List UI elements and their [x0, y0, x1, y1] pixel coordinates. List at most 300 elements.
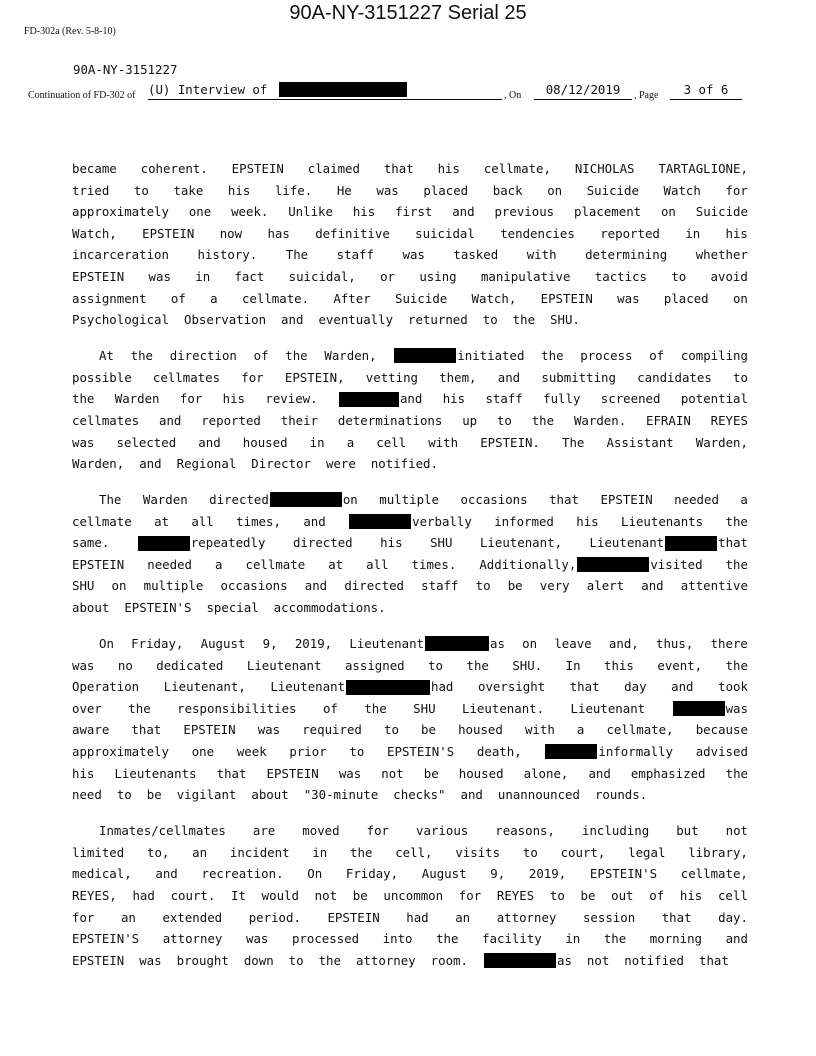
word — [328, 554, 343, 576]
word-text: back — [492, 182, 523, 198]
word — [243, 432, 288, 454]
word — [583, 907, 635, 929]
word — [242, 288, 309, 310]
word-text: to — [671, 268, 687, 284]
word — [498, 367, 520, 389]
word-text: tried — [72, 182, 110, 198]
word-text: Unlike — [288, 204, 333, 220]
word — [637, 367, 712, 389]
word-text: and — [452, 204, 475, 220]
word-text: multiple — [379, 492, 439, 508]
word — [180, 388, 202, 410]
word — [726, 820, 748, 842]
word-text: Warden. — [573, 412, 627, 428]
word-text: library, — [688, 844, 748, 860]
word — [384, 719, 399, 741]
word — [696, 244, 748, 266]
word-text: with — [524, 722, 555, 738]
word — [524, 763, 569, 785]
word — [112, 575, 127, 597]
word-text: a — [740, 492, 748, 508]
word — [609, 633, 639, 655]
word-text: the — [466, 657, 489, 673]
word — [485, 388, 522, 410]
word-text: cellmate, — [483, 161, 551, 176]
word-text: tasked — [453, 247, 499, 263]
word — [215, 554, 222, 576]
word-text: EPSTEIN — [72, 952, 125, 968]
word — [443, 388, 465, 410]
word — [718, 885, 748, 907]
word-text: was — [257, 722, 281, 738]
word — [72, 388, 94, 410]
redaction-block — [279, 82, 407, 97]
word-text: cellmates — [152, 369, 221, 385]
word-text: had — [431, 679, 454, 695]
word-text: cellmates — [72, 412, 140, 428]
word — [267, 763, 319, 785]
word — [649, 345, 664, 367]
word — [237, 741, 267, 763]
word — [525, 719, 555, 741]
word-text: initiated — [457, 348, 525, 364]
word — [366, 554, 388, 576]
word-text: and — [641, 578, 664, 594]
word-text: down — [243, 952, 274, 968]
word-text: now — [219, 225, 243, 241]
word-text: up — [462, 412, 478, 428]
word — [436, 928, 458, 950]
word-text: direction — [169, 348, 237, 364]
word-text: because — [695, 722, 748, 738]
word — [144, 575, 204, 597]
word — [295, 633, 332, 655]
word — [72, 763, 94, 785]
word-text: to — [349, 744, 365, 760]
word-text: had — [132, 887, 155, 903]
word — [346, 863, 398, 885]
word — [380, 266, 395, 288]
word-text: EPSTEIN'S — [589, 866, 658, 882]
word-text: a — [210, 290, 218, 306]
word — [455, 907, 470, 929]
word — [408, 309, 475, 331]
word-text: candidates — [637, 369, 712, 385]
word-text: Lieutenants — [114, 765, 197, 781]
word-text: Operation — [72, 679, 140, 695]
word — [241, 367, 263, 389]
word — [326, 453, 363, 475]
word — [460, 489, 527, 511]
word-text: EPSTEIN — [72, 268, 125, 284]
redaction-block — [339, 392, 399, 407]
word — [595, 266, 647, 288]
word — [604, 655, 634, 677]
word-text: 9, — [262, 636, 278, 652]
word-text: be — [507, 578, 523, 594]
word — [393, 345, 524, 367]
word — [99, 820, 226, 842]
word-text: to — [428, 657, 444, 673]
word — [462, 698, 544, 720]
word — [72, 655, 94, 677]
word — [413, 698, 435, 720]
word-text: for — [241, 369, 264, 385]
word-text: assigned — [344, 657, 405, 673]
word — [223, 388, 245, 410]
word — [600, 489, 652, 511]
word — [438, 158, 460, 180]
word-text: various — [416, 823, 469, 839]
word-text: for — [72, 909, 95, 925]
word-text: SHU. — [512, 657, 543, 673]
word — [384, 158, 414, 180]
word-text: visited — [650, 556, 703, 572]
word-text: dedicated — [156, 657, 224, 673]
word — [726, 554, 748, 576]
word-text: a — [346, 434, 355, 450]
word — [617, 288, 639, 310]
word-text: the — [725, 657, 748, 673]
word — [381, 763, 403, 785]
word — [348, 511, 472, 533]
word — [337, 244, 374, 266]
page-number: 3 of 6 — [683, 82, 729, 97]
word-text: of — [253, 348, 269, 364]
word-text: that — [718, 535, 748, 551]
word-text: for — [366, 823, 390, 839]
word-text: and — [725, 931, 748, 947]
word — [461, 784, 491, 806]
text-line — [72, 244, 748, 266]
word — [604, 928, 626, 950]
word-text: required — [302, 722, 362, 738]
word — [217, 763, 247, 785]
word-text: and — [671, 679, 694, 695]
text-line — [72, 784, 748, 806]
word — [575, 158, 635, 180]
word-text: Lieutenant — [246, 657, 322, 673]
word — [184, 309, 274, 331]
word — [466, 655, 488, 677]
word — [672, 698, 748, 720]
word — [688, 842, 748, 864]
word — [338, 388, 422, 410]
word — [281, 410, 318, 432]
word-text: including — [582, 823, 650, 839]
word-text: at — [154, 513, 169, 529]
word-text: Regional — [176, 456, 237, 472]
text-line — [72, 201, 748, 223]
word-text: the — [130, 348, 154, 364]
document-serial: 90A-NY-3151227 Serial 25 — [289, 2, 527, 24]
word-text: notified. — [370, 456, 438, 472]
word-text: needed — [147, 556, 192, 572]
word — [547, 180, 562, 202]
word-text: has — [267, 225, 290, 241]
word — [285, 367, 345, 389]
word — [395, 288, 447, 310]
word — [209, 489, 358, 511]
word — [156, 655, 223, 677]
word — [72, 158, 117, 180]
word-text: to — [384, 722, 399, 738]
word — [459, 763, 504, 785]
word-text: verbally — [412, 513, 472, 529]
word-text: to — [475, 578, 491, 594]
word — [307, 863, 322, 885]
word-text: using — [419, 268, 457, 284]
word — [696, 201, 748, 223]
word-text: legal — [628, 844, 666, 860]
word-text: the — [725, 513, 748, 529]
word-text: week. — [231, 204, 269, 220]
word — [685, 223, 700, 245]
word — [201, 633, 246, 655]
word — [308, 158, 360, 180]
word-text: take — [173, 182, 204, 198]
word — [588, 763, 610, 785]
text-line — [72, 676, 748, 698]
word-text: and — [304, 578, 328, 594]
word-text: to — [482, 312, 498, 328]
word-text: the — [603, 931, 627, 947]
redaction-block — [673, 701, 725, 716]
word-text: leave — [554, 636, 592, 652]
word-text: and — [198, 434, 221, 450]
word-text: had — [406, 909, 429, 925]
word — [544, 741, 673, 763]
word — [681, 388, 748, 410]
word-text: not — [586, 952, 610, 968]
text-line — [72, 309, 748, 331]
word-text: Watch — [663, 182, 701, 198]
word-text: with — [428, 434, 459, 450]
word-text: visits — [455, 844, 501, 860]
word — [480, 532, 562, 554]
word — [72, 201, 169, 223]
word-text: that — [569, 679, 600, 695]
word-text: but — [676, 823, 699, 839]
word-text: directed — [292, 535, 353, 551]
word — [292, 928, 359, 950]
word — [191, 511, 213, 533]
word-text: housed — [242, 434, 288, 450]
word — [177, 950, 237, 972]
word — [153, 367, 220, 389]
word — [275, 180, 312, 202]
word — [497, 907, 557, 929]
word-text: was — [725, 700, 748, 716]
word-text: Lieutenant — [589, 535, 665, 551]
word — [163, 928, 223, 950]
word — [289, 741, 326, 763]
word-text: directed — [209, 492, 269, 508]
word — [523, 842, 538, 864]
word-text: moved — [302, 823, 340, 839]
word-text: EPSTEIN'S — [387, 744, 455, 760]
redaction-block — [394, 348, 456, 363]
word-text: oversight — [477, 679, 546, 695]
word — [699, 950, 736, 972]
word — [664, 180, 701, 202]
redaction-block — [665, 536, 717, 551]
word — [364, 698, 386, 720]
word-text: uncommon — [383, 887, 444, 903]
word-text: at — [328, 556, 344, 572]
word — [543, 388, 580, 410]
word — [641, 575, 663, 597]
word-text: processed — [291, 931, 360, 947]
word-text: Observation — [183, 312, 267, 328]
word-text: cellmate — [245, 556, 306, 572]
word-text: the — [725, 556, 748, 572]
paragraph — [72, 158, 748, 331]
word-text: the — [128, 700, 151, 716]
word — [513, 309, 543, 331]
word — [580, 345, 632, 367]
word-text: life. — [274, 182, 313, 198]
word — [210, 288, 217, 310]
word — [459, 885, 481, 907]
text-line — [72, 158, 748, 180]
word — [532, 410, 554, 432]
word-text: in — [565, 931, 581, 947]
word-text: "30-minute — [303, 787, 379, 803]
word — [733, 288, 748, 310]
word-text: recreation. — [201, 866, 284, 882]
text-line — [72, 719, 748, 741]
word-text: and — [460, 787, 483, 803]
word — [379, 489, 439, 511]
word-text: his — [380, 535, 403, 551]
word-text: on — [732, 290, 748, 306]
word-text: be — [423, 765, 439, 781]
word — [718, 676, 748, 698]
word — [406, 907, 428, 929]
word — [726, 763, 748, 785]
word — [183, 719, 235, 741]
word-text: cellmate, — [680, 866, 748, 882]
word — [422, 863, 467, 885]
word — [246, 928, 268, 950]
word-text: for — [725, 182, 748, 198]
word-text: be — [421, 722, 436, 738]
word — [274, 597, 393, 619]
word-text: and, — [608, 636, 639, 652]
word-text: informally — [598, 744, 673, 760]
word — [676, 820, 698, 842]
word — [587, 180, 639, 202]
word — [72, 244, 169, 266]
word-text: not — [725, 823, 748, 839]
word — [118, 655, 133, 677]
word-text: was — [402, 247, 425, 263]
word — [421, 575, 458, 597]
word-text: and — [139, 456, 162, 472]
redaction-block — [545, 744, 597, 759]
word-text: compiling — [680, 348, 748, 364]
word-text: placement — [573, 204, 642, 220]
word-text: extended — [162, 909, 223, 925]
word — [171, 288, 186, 310]
word-text: attentive — [680, 578, 748, 594]
word — [383, 928, 413, 950]
word — [139, 453, 169, 475]
word-text: was — [376, 182, 399, 198]
word — [137, 532, 266, 554]
word — [696, 719, 748, 741]
word-text: EPSTEIN — [72, 556, 125, 572]
text-line — [72, 928, 748, 950]
word — [671, 266, 686, 288]
word — [286, 244, 308, 266]
word — [72, 410, 139, 432]
word — [554, 633, 591, 655]
text-line — [72, 820, 748, 842]
word-text: on — [342, 492, 358, 508]
word-text: Psychological — [72, 312, 169, 328]
word — [570, 676, 600, 698]
word-text: Suicide — [695, 204, 748, 220]
word-text: that — [549, 492, 579, 508]
word-text: be — [580, 887, 596, 903]
word-text: August — [421, 866, 467, 882]
paragraph — [72, 489, 748, 619]
word — [696, 432, 748, 454]
word-text: occasions — [220, 578, 288, 594]
word-text: incarceration — [72, 247, 169, 263]
word — [733, 367, 748, 389]
word-text: cellmate. — [241, 290, 310, 306]
word-text: was — [72, 657, 95, 673]
word — [587, 950, 617, 972]
word-text: REYES, — [72, 887, 117, 903]
word — [681, 863, 748, 885]
word-text: court. — [170, 887, 216, 903]
word — [541, 367, 616, 389]
word-text: informed — [494, 513, 554, 529]
word — [606, 719, 673, 741]
word — [371, 453, 446, 475]
page-label: , Page — [634, 90, 659, 101]
word-text: as — [556, 952, 572, 968]
word-text: the — [531, 412, 555, 428]
word-text: his — [576, 513, 599, 529]
word-text: of — [649, 348, 665, 364]
word — [387, 741, 454, 763]
word-text: approximately — [72, 204, 169, 220]
word-text: Lieutenant, — [163, 679, 246, 695]
word-text: on — [660, 204, 676, 220]
word-text: to, — [147, 844, 170, 860]
word — [549, 489, 579, 511]
word — [267, 223, 289, 245]
text-line — [72, 763, 748, 785]
word — [479, 554, 702, 576]
word — [476, 575, 491, 597]
word — [711, 410, 748, 432]
word-text: to — [133, 182, 149, 198]
word — [527, 244, 557, 266]
word-text: the — [350, 844, 373, 860]
text-line — [72, 266, 748, 288]
word-text: into — [382, 931, 413, 947]
word-text: Lieutenant — [570, 700, 646, 716]
word-text: fully — [543, 391, 581, 407]
word — [131, 345, 153, 367]
word-text: became — [72, 161, 117, 176]
